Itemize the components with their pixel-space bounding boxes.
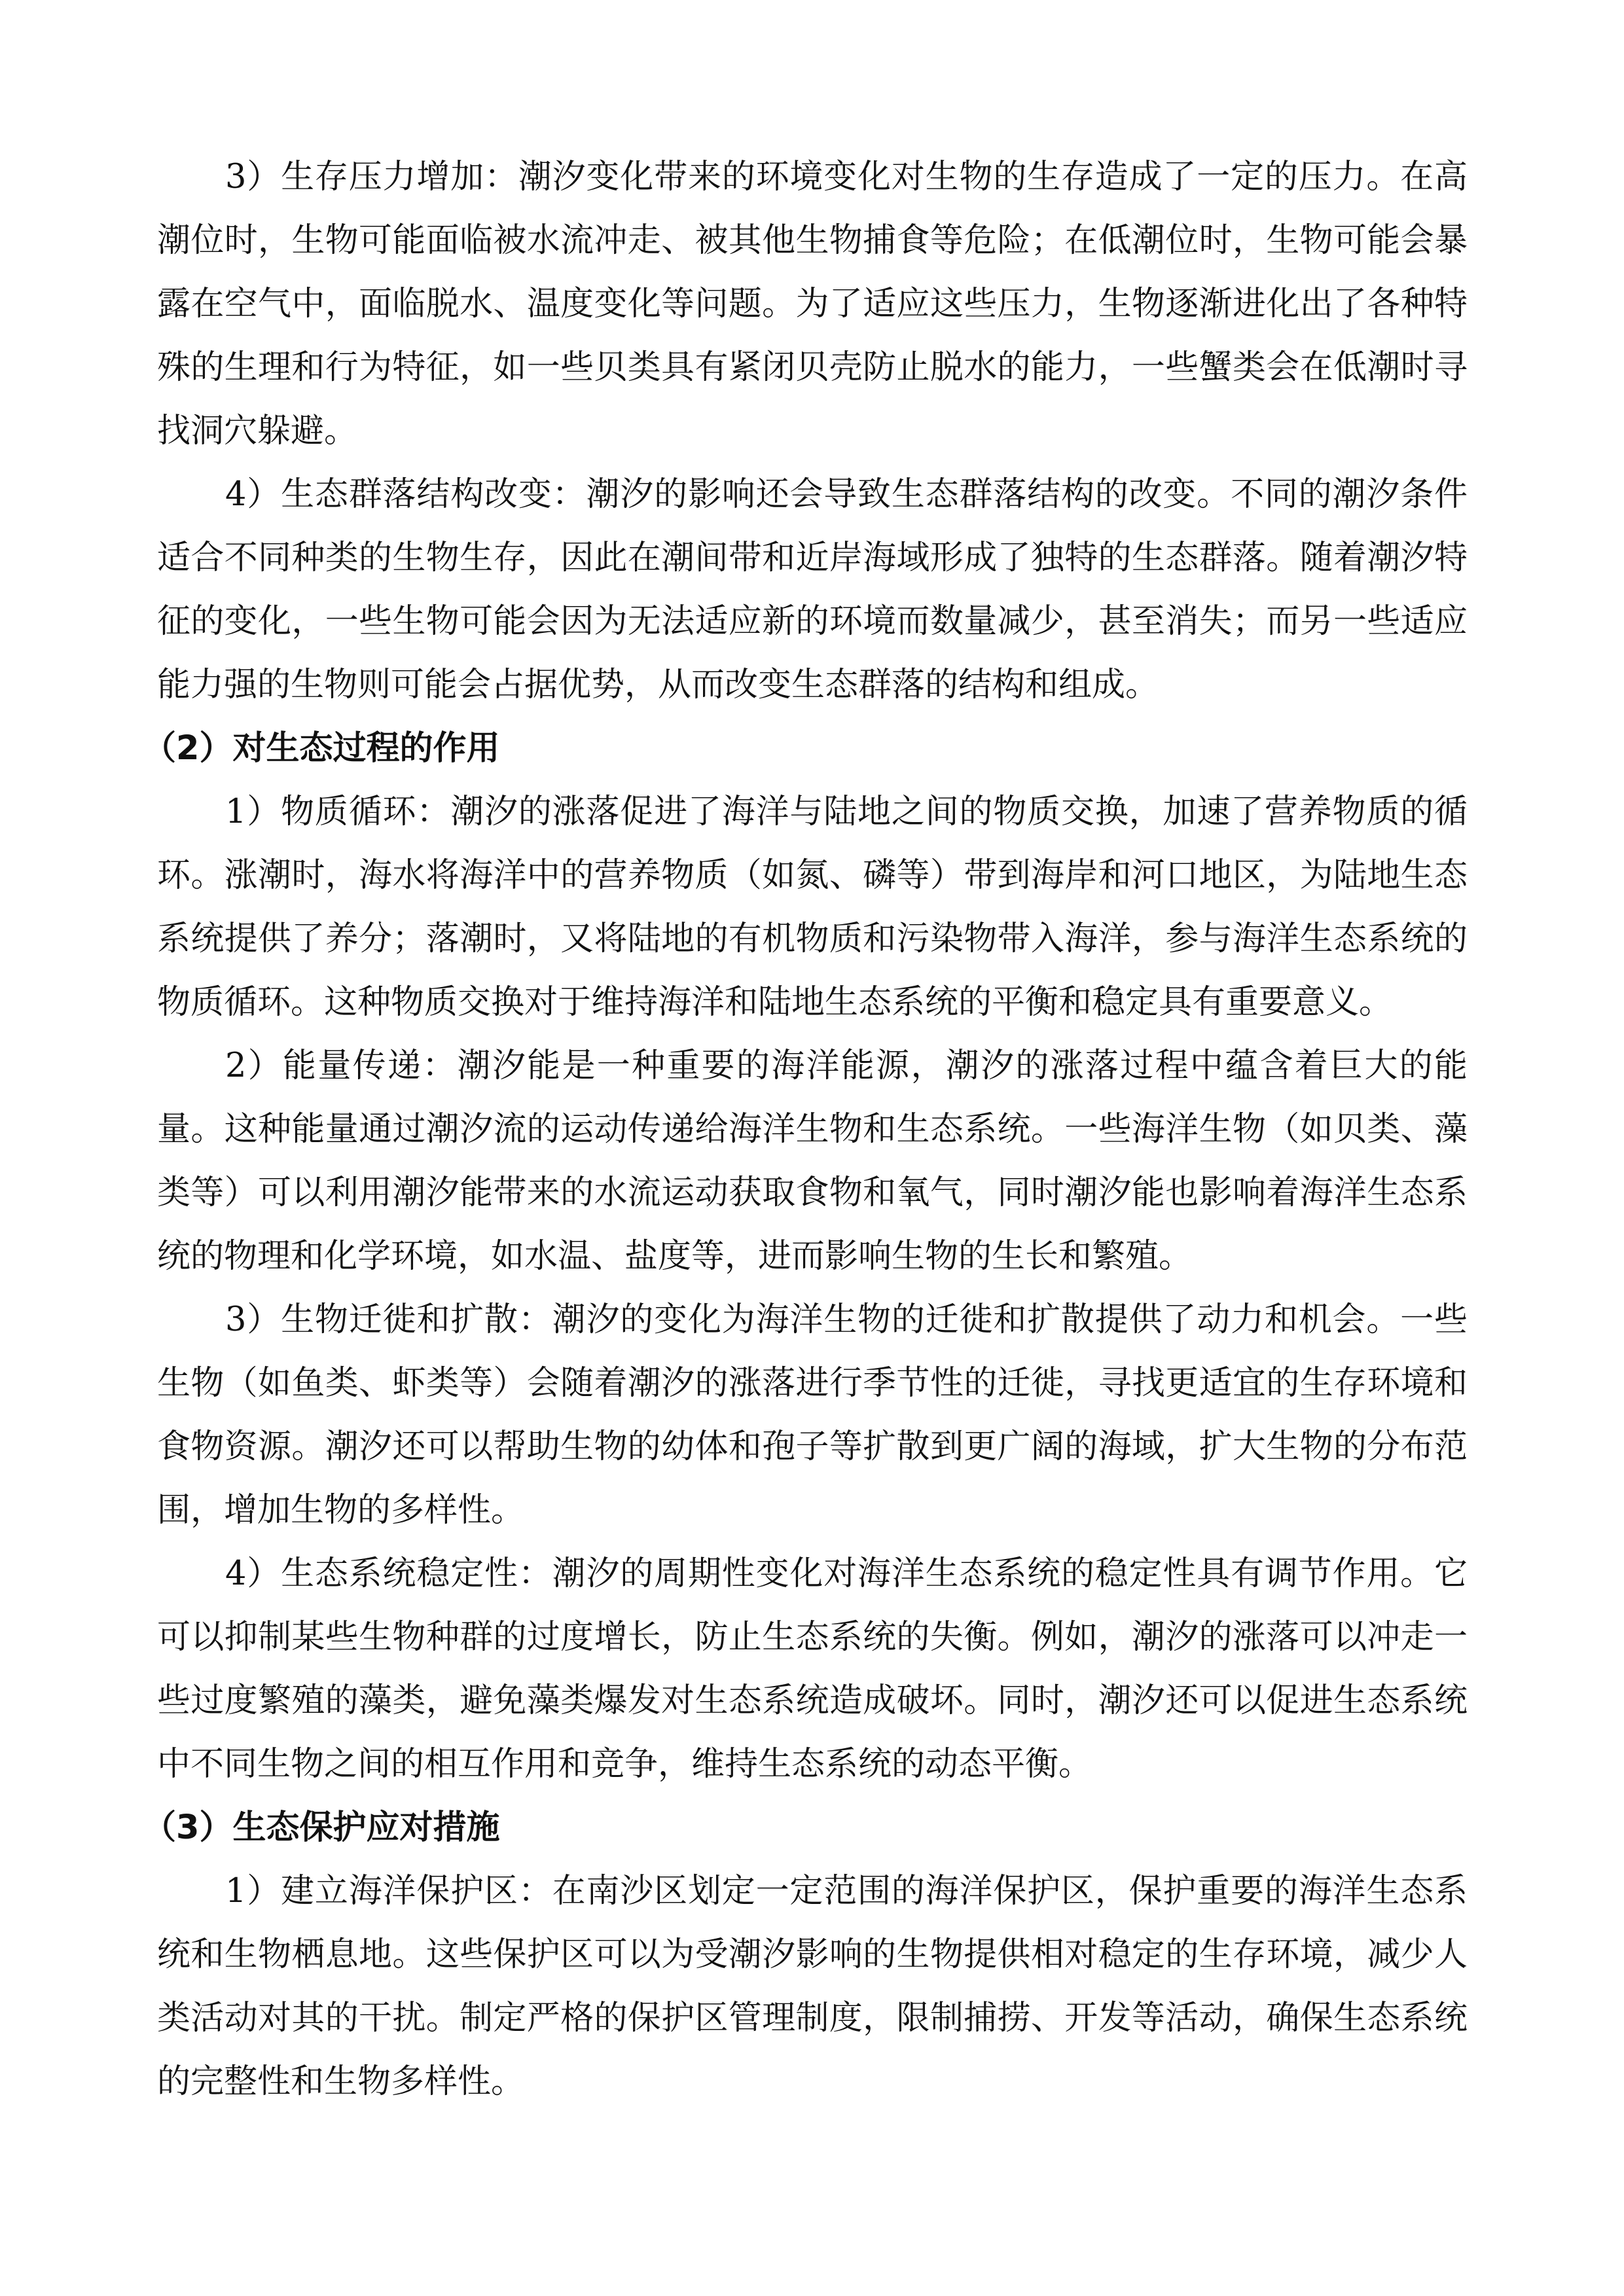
paragraph-community-structure: 4）生态群落结构改变：潮汐的影响还会导致生态群落结构的改变。不同的潮汐条件适合不同种类的生物生存，因此在潮间带和近岸海域形成了独特的生态群落。随着潮汐特征的变化，一些生物可能会因为无法适应新的环境而数量减少，甚至消失；而另一些适应能力强的生物则可能会占据优势，从而改变生态群落的结构和组成。 bbox=[157, 475, 1468, 704]
section-heading-ecological-processes: （2）对生态过程的作用 bbox=[143, 729, 500, 768]
paragraph-migration-dispersal: 3）生物迁徙和扩散：潮汐的变化为海洋生物的迁徙和扩散提供了动力和机会。一些生物（如鱼类、虾类等）会随着潮汐的涨落进行季节性的迁徙，寻找更适宜的生存环境和食物资源。潮汐还可以帮助生物的幼体和孢子等扩散到更广阔的海域，扩大生物的分布范围，增加生物的多样性。 bbox=[157, 1300, 1468, 1530]
paragraph-ecosystem-stability: 4）生态系统稳定性：潮汐的周期性变化对海洋生态系统的稳定性具有调节作用。它可以抑制某些生物种群的过度增长，防止生态系统的失衡。例如，潮汐的涨落可以冲走一些过度繁殖的藻类，避免藻类爆发对生态系统造成破坏。同时，潮汐还可以促进生态系统中不同生物之间的相互作用和竞争，维持生态系统的动态平衡。 bbox=[157, 1554, 1468, 1784]
document-page bbox=[143, 145, 1468, 2113]
section-heading-protection-measures: （3）生态保护应对措施 bbox=[143, 1808, 500, 1847]
paragraph-energy-transfer: 2）能量传递：潮汐能是一种重要的海洋能源，潮汐的涨落过程中蕴含着巨大的能量。这种能量通过潮汐流的运动传递给海洋生物和生态系统。一些海洋生物（如贝类、藻类等）可以利用潮汐能带来的水流运动获取食物和氧气，同时潮汐能也影响着海洋生态系统的物理和化学环境，如水温、盐度等，进而影响生物的生长和繁殖。 bbox=[157, 1047, 1468, 1276]
paragraph-marine-reserve: 1）建立海洋保护区：在南沙区划定一定范围的海洋保护区，保护重要的海洋生态系统和生物栖息地。这些保护区可以为受潮汐影响的生物提供相对稳定的生存环境，减少人类活动对其的干扰。制定严格的保护区管理制度，限制捕捞、开发等活动，确保生态系统的完整性和生物多样性。 bbox=[157, 1872, 1468, 2101]
paragraph-material-cycle: 1）物质循环：潮汐的涨落促进了海洋与陆地之间的物质交换，加速了营养物质的循环。涨潮时，海水将海洋中的营养物质（如氮、磷等）带到海岸和河口地区，为陆地生态系统提供了养分；落潮时，又将陆地的有机物质和污染物带入海洋，参与海洋生态系统的物质循环。这种物质交换对于维持海洋和陆地生态系统的平衡和稳定具有重要意义。 bbox=[157, 793, 1468, 1022]
paragraph-survival-pressure: 3）生存压力增加：潮汐变化带来的环境变化对生物的生存造成了一定的压力。在高潮位时，生物可能面临被水流冲走、被其他生物捕食等危险；在低潮位时，生物可能会暴露在空气中，面临脱水、温度变化等问题。为了适应这些压力，生物逐渐进化出了各种特殊的生理和行为特征，如一些贝类具有紧闭贝壳防止脱水的能力，一些蟹类会在低潮时寻找洞穴躲避。 bbox=[157, 158, 1468, 450]
